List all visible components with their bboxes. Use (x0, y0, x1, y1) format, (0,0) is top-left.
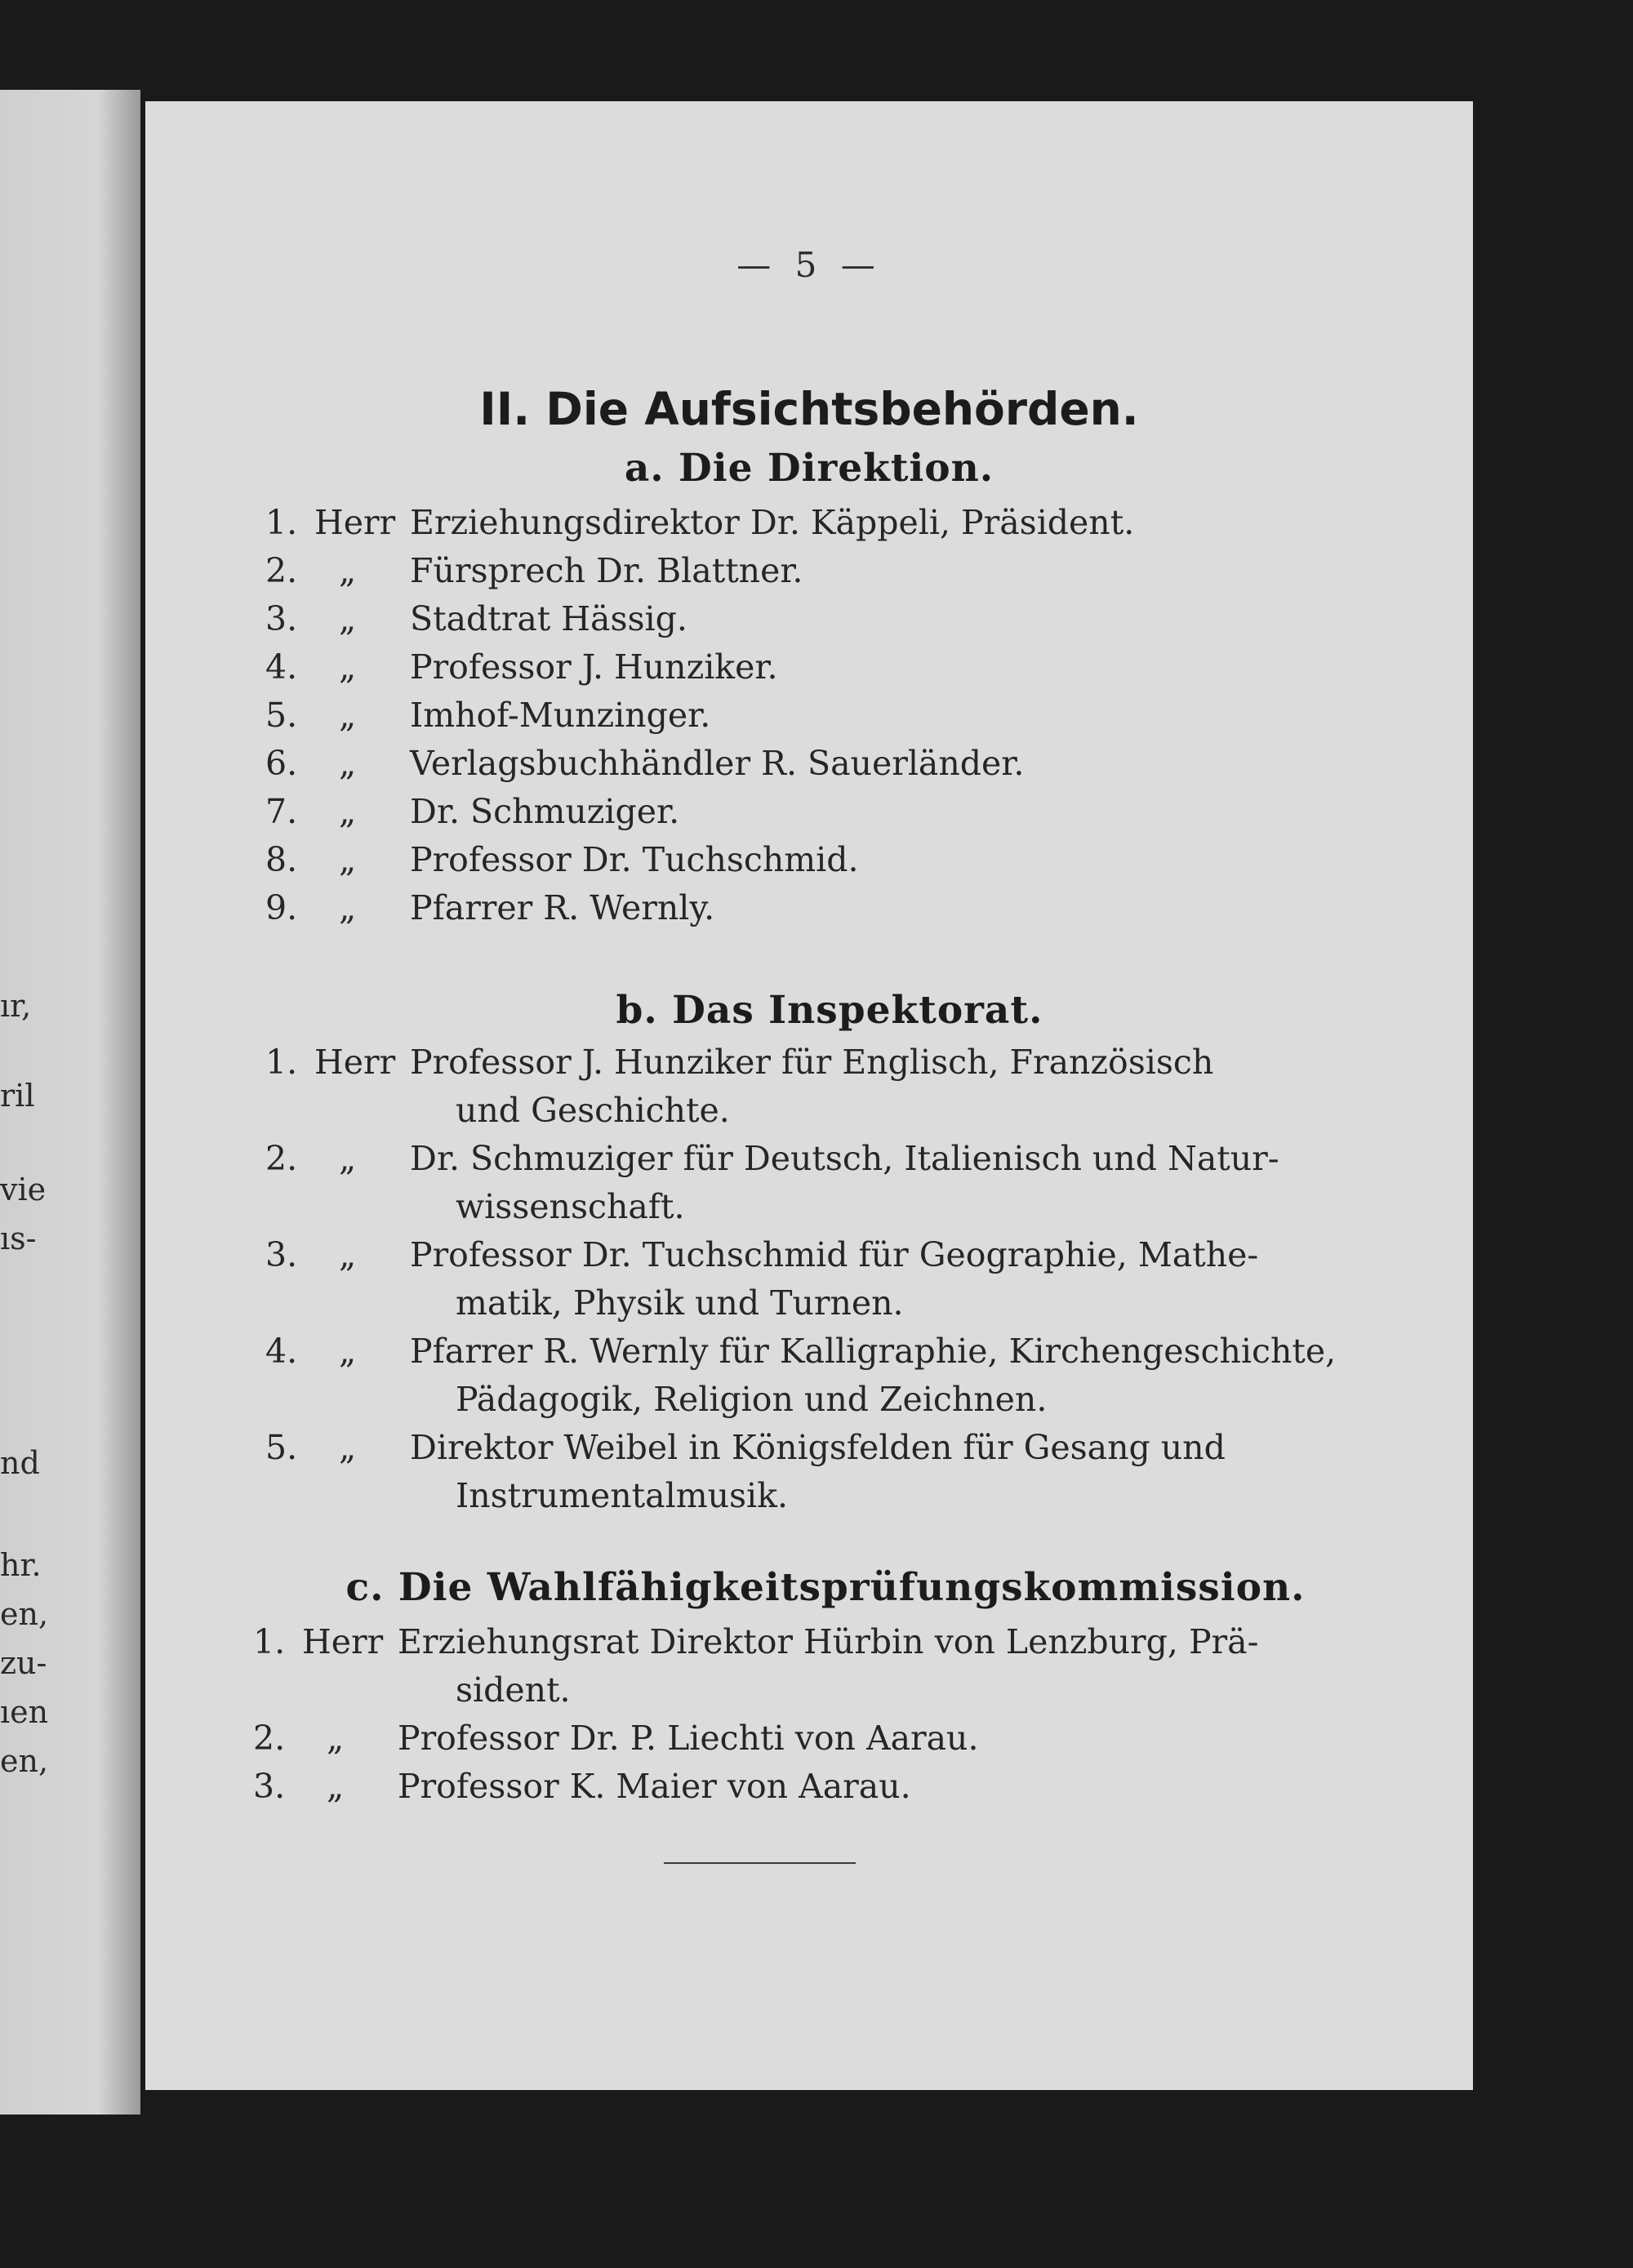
item-text: Verlagsbuchhändler R. Sauerländer. (410, 744, 1025, 783)
chapter-title: II. Die Aufsichtsbehörden. (479, 383, 1139, 435)
item-honorific: „ (339, 1332, 357, 1371)
item-continuation: sident. (456, 1670, 571, 1710)
list-item (265, 840, 1286, 887)
item-honorific: „ (339, 1235, 357, 1274)
section-c-heading: c. Die Wahlfähigkeitsprüfungskommission. (345, 1565, 1306, 1610)
section-a-heading: a. Die Direktion. (624, 446, 994, 491)
item-number: 5. (265, 696, 298, 735)
item-honorific: Herr (314, 1043, 396, 1082)
item-number: 4. (265, 1332, 298, 1371)
item-honorific: „ (339, 744, 357, 783)
list-item (265, 1428, 1408, 1475)
item-text: Direktor Weibel in Königsfelden für Gesang und (410, 1428, 1226, 1467)
list-item (265, 599, 1286, 647)
list-item (265, 1332, 1408, 1379)
item-honorific: „ (327, 1719, 345, 1758)
item-number: 4. (265, 647, 298, 687)
list-item (265, 888, 1286, 936)
item-honorific: Herr (314, 503, 396, 542)
item-number: 1. (265, 1043, 298, 1082)
left-page-fragment: ıs- (0, 1221, 37, 1256)
left-page-fragment: vie (0, 1172, 47, 1207)
item-honorific: „ (327, 1767, 345, 1806)
left-page-fragment: ril (0, 1078, 35, 1114)
list-item (265, 503, 1286, 550)
item-number: 2. (265, 551, 298, 590)
item-honorific: „ (339, 599, 357, 638)
item-text: Erziehungsrat Direktor Hürbin von Lenzburg, Prä- (398, 1622, 1259, 1661)
left-page-fragment: zu- (0, 1645, 47, 1681)
item-text: Dr. Schmuziger. (410, 792, 680, 831)
left-page-fragment: ıen (0, 1694, 49, 1730)
item-number: 2. (265, 1139, 298, 1178)
item-honorific: Herr (302, 1622, 384, 1661)
item-number: 5. (265, 1428, 298, 1467)
item-number: 7. (265, 792, 298, 831)
list-item (265, 792, 1286, 839)
item-continuation: matik, Physik und Turnen. (456, 1283, 904, 1323)
item-text: Fürsprech Dr. Blattner. (410, 551, 803, 590)
item-number: 9. (265, 888, 298, 927)
item-continuation: wissenschaft. (456, 1187, 685, 1226)
list-item (265, 744, 1286, 791)
closing-rule (664, 1862, 856, 1864)
item-text: Pfarrer R. Wernly. (410, 888, 715, 927)
item-number: 6. (265, 744, 298, 783)
list-item (265, 647, 1286, 695)
left-page-edge (0, 90, 140, 2115)
list-item (253, 1622, 1413, 1670)
item-number: 2. (253, 1719, 286, 1758)
item-number: 8. (265, 840, 298, 879)
item-text: Professor Dr. Tuchschmid für Geographie, Mathe- (410, 1235, 1259, 1274)
item-honorific: „ (339, 888, 357, 927)
item-text: Erziehungsdirektor Dr. Käppeli, Präsident. (410, 503, 1135, 542)
item-text: Dr. Schmuziger für Deutsch, Italienisch und Natur- (410, 1139, 1279, 1178)
item-text: Imhof-Munzinger. (410, 696, 711, 735)
item-text: Professor J. Hunziker für Englisch, Französisch (410, 1043, 1214, 1082)
list-item (265, 696, 1286, 743)
item-continuation: Instrumentalmusik. (456, 1476, 789, 1515)
item-honorific: „ (339, 1428, 357, 1467)
item-text: Stadtrat Hässig. (410, 599, 687, 638)
item-continuation: und Geschichte. (456, 1091, 730, 1130)
list-item (253, 1767, 1413, 1814)
item-text: Pfarrer R. Wernly für Kalligraphie, Kirchengeschichte, (410, 1332, 1337, 1371)
item-text: Professor Dr. P. Liechti von Aarau. (398, 1719, 979, 1758)
left-page-fragment: nd (0, 1445, 40, 1481)
list-item (265, 1139, 1408, 1186)
item-number: 1. (253, 1622, 286, 1661)
item-honorific: „ (339, 647, 357, 687)
book-page (145, 101, 1473, 2090)
list-item (265, 551, 1286, 598)
item-text: Professor K. Maier von Aarau. (398, 1767, 911, 1806)
list-item (265, 1043, 1408, 1090)
item-continuation: Pädagogik, Religion und Zeichnen. (456, 1380, 1048, 1419)
item-honorific: „ (339, 840, 357, 879)
left-page-fragment: hr. (0, 1547, 42, 1583)
left-page-fragment: en, (0, 1596, 49, 1632)
item-number: 3. (265, 599, 298, 638)
item-honorific: „ (339, 792, 357, 831)
list-item (265, 1235, 1408, 1283)
left-page-fragment: en, (0, 1743, 49, 1779)
section-b-heading: b. Das Inspektorat. (616, 988, 1043, 1033)
list-item (253, 1719, 1413, 1766)
item-number: 1. (265, 503, 298, 542)
item-number: 3. (253, 1767, 286, 1806)
item-honorific: „ (339, 1139, 357, 1178)
item-text: Professor Dr. Tuchschmid. (410, 840, 859, 879)
item-text: Professor J. Hunziker. (410, 647, 778, 687)
item-honorific: „ (339, 696, 357, 735)
page-number: — 5 — (736, 245, 882, 285)
item-number: 3. (265, 1235, 298, 1274)
item-honorific: „ (339, 551, 357, 590)
left-page-fragment: ır, (0, 988, 32, 1024)
